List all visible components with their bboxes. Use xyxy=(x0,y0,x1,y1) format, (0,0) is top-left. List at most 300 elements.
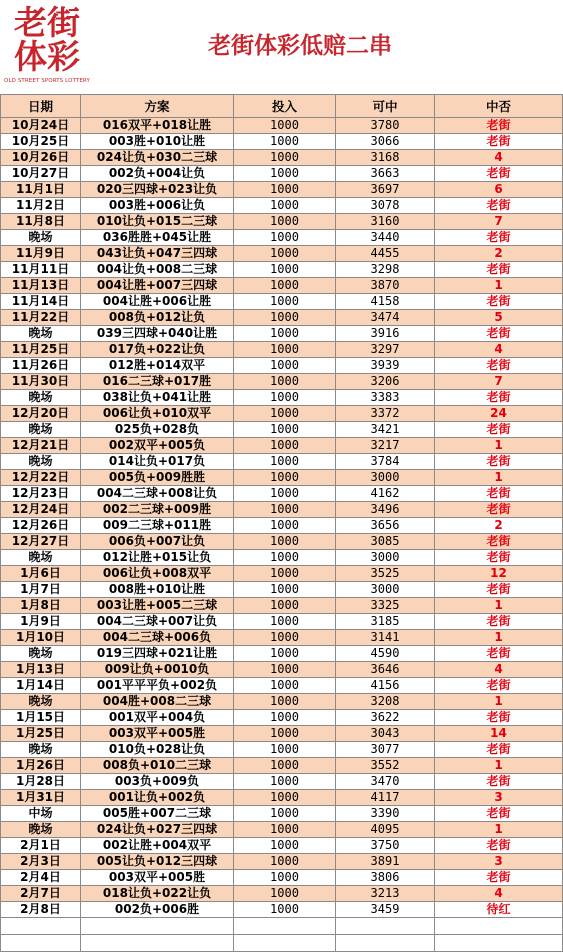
cell-plan: 025负+028负 xyxy=(81,422,234,438)
cell-plan: 004让胜+006让胜 xyxy=(81,294,234,310)
table-row xyxy=(1,902,563,918)
cell-payout: 4158 xyxy=(336,294,435,310)
table-header-row xyxy=(1,95,563,118)
cell-stake: 1000 xyxy=(234,758,336,774)
cell-result: 1 xyxy=(435,758,563,774)
cell-date: 12月24日 xyxy=(1,502,81,518)
cell-stake: 1000 xyxy=(234,374,336,390)
table-row xyxy=(1,886,563,902)
cell-stake: 1000 xyxy=(234,726,336,742)
cell-result: 1 xyxy=(435,278,563,294)
table-row xyxy=(1,518,563,534)
cell-stake: 1000 xyxy=(234,246,336,262)
table-row xyxy=(1,262,563,278)
cell-plan: 005负+009胜胜 xyxy=(81,470,234,486)
cell-plan: 004二三球+008让负 xyxy=(81,486,234,502)
cell-date: 10月24日 xyxy=(1,118,81,134)
cell-payout: 3206 xyxy=(336,374,435,390)
cell-stake: 1000 xyxy=(234,438,336,454)
cell-date: 晚场 xyxy=(1,454,81,470)
cell-date: 11月25日 xyxy=(1,342,81,358)
cell-payout: 3390 xyxy=(336,806,435,822)
table-row xyxy=(1,438,563,454)
cell-date: 1月15日 xyxy=(1,710,81,726)
cell-plan: 017负+022让负 xyxy=(81,342,234,358)
cell-stake: 1000 xyxy=(234,470,336,486)
cell-plan: 010负+028让负 xyxy=(81,742,234,758)
cell-payout: 3372 xyxy=(336,406,435,422)
cell-date: 1月25日 xyxy=(1,726,81,742)
cell-payout: 3496 xyxy=(336,502,435,518)
cell-payout: 3160 xyxy=(336,214,435,230)
cell-date: 11月14日 xyxy=(1,294,81,310)
cell-result: 1 xyxy=(435,822,563,838)
cell-payout: 3185 xyxy=(336,614,435,630)
table-row xyxy=(1,694,563,710)
cell-plan: 004二三球+007让负 xyxy=(81,614,234,630)
cell-result: 老街 xyxy=(435,166,563,182)
cell-date: 12月21日 xyxy=(1,438,81,454)
cell-stake: 1000 xyxy=(234,150,336,166)
cell-plan: 024让负+030二三球 xyxy=(81,150,234,166)
cell-payout: 3297 xyxy=(336,342,435,358)
cell-plan: 019三四球+021让胜 xyxy=(81,646,234,662)
cell-plan: 012胜+014双平 xyxy=(81,358,234,374)
empty-cell xyxy=(336,918,435,935)
cell-plan: 002二三球+009胜 xyxy=(81,502,234,518)
cell-stake: 1000 xyxy=(234,214,336,230)
cell-stake: 1000 xyxy=(234,902,336,918)
cell-stake: 1000 xyxy=(234,454,336,470)
cell-stake: 1000 xyxy=(234,630,336,646)
table-row xyxy=(1,838,563,854)
cell-plan: 004让胜+007三四球 xyxy=(81,278,234,294)
cell-stake: 1000 xyxy=(234,294,336,310)
cell-stake: 1000 xyxy=(234,134,336,150)
cell-result: 24 xyxy=(435,406,563,422)
cell-date: 中场 xyxy=(1,806,81,822)
cell-result: 1 xyxy=(435,694,563,710)
cell-payout: 4455 xyxy=(336,246,435,262)
cell-result: 1 xyxy=(435,470,563,486)
table-row xyxy=(1,758,563,774)
cell-payout: 3663 xyxy=(336,166,435,182)
cell-payout: 3000 xyxy=(336,582,435,598)
cell-result: 老街 xyxy=(435,614,563,630)
table-row xyxy=(1,678,563,694)
cell-stake: 1000 xyxy=(234,662,336,678)
cell-result: 1 xyxy=(435,630,563,646)
cell-date: 晚场 xyxy=(1,326,81,342)
cell-date: 12月23日 xyxy=(1,486,81,502)
cell-stake: 1000 xyxy=(234,118,336,134)
cell-stake: 1000 xyxy=(234,774,336,790)
cell-stake: 1000 xyxy=(234,518,336,534)
cell-date: 11月30日 xyxy=(1,374,81,390)
cell-result: 老街 xyxy=(435,486,563,502)
header-plan: 方案 xyxy=(81,95,234,118)
cell-payout: 3421 xyxy=(336,422,435,438)
cell-plan: 004让负+008二三球 xyxy=(81,262,234,278)
cell-plan: 012让胜+015让负 xyxy=(81,550,234,566)
cell-payout: 3656 xyxy=(336,518,435,534)
table-row xyxy=(1,646,563,662)
cell-payout: 3217 xyxy=(336,438,435,454)
empty-cell xyxy=(234,918,336,935)
cell-plan: 016双平+018让胜 xyxy=(81,118,234,134)
cell-stake: 1000 xyxy=(234,710,336,726)
cell-result: 老街 xyxy=(435,262,563,278)
cell-plan: 002负+004让负 xyxy=(81,166,234,182)
cell-plan: 004胜+008二三球 xyxy=(81,694,234,710)
cell-date: 12月27日 xyxy=(1,534,81,550)
cell-date: 晚场 xyxy=(1,550,81,566)
cell-stake: 1000 xyxy=(234,310,336,326)
cell-date: 晚场 xyxy=(1,646,81,662)
cell-plan: 006负+007让负 xyxy=(81,534,234,550)
empty-cell xyxy=(435,935,563,952)
empty-cell xyxy=(435,918,563,935)
cell-plan: 006让负+008双平 xyxy=(81,566,234,582)
cell-result: 4 xyxy=(435,150,563,166)
cell-payout: 3784 xyxy=(336,454,435,470)
cell-date: 2月4日 xyxy=(1,870,81,886)
logo xyxy=(1,0,93,92)
cell-date: 10月25日 xyxy=(1,134,81,150)
cell-payout: 4162 xyxy=(336,486,435,502)
cell-plan: 003让胜+005二三球 xyxy=(81,598,234,614)
table-row xyxy=(1,470,563,486)
cell-plan: 010让负+015二三球 xyxy=(81,214,234,230)
cell-stake: 1000 xyxy=(234,390,336,406)
cell-date: 晚场 xyxy=(1,390,81,406)
cell-stake: 1000 xyxy=(234,230,336,246)
cell-plan: 003负+009负 xyxy=(81,774,234,790)
header-date: 日期 xyxy=(1,95,81,118)
cell-plan: 036胜胜+045让胜 xyxy=(81,230,234,246)
cell-date: 1月7日 xyxy=(1,582,81,598)
cell-plan: 003双平+005胜 xyxy=(81,870,234,886)
table-row xyxy=(1,630,563,646)
cell-payout: 3085 xyxy=(336,534,435,550)
cell-plan: 009二三球+011胜 xyxy=(81,518,234,534)
cell-date: 11月13日 xyxy=(1,278,81,294)
cell-plan: 020三四球+023让负 xyxy=(81,182,234,198)
cell-payout: 3474 xyxy=(336,310,435,326)
cell-plan: 006让负+010双平 xyxy=(81,406,234,422)
cell-plan: 002负+006胜 xyxy=(81,902,234,918)
cell-stake: 1000 xyxy=(234,742,336,758)
cell-stake: 1000 xyxy=(234,166,336,182)
table-row xyxy=(1,230,563,246)
cell-plan: 008负+010二三球 xyxy=(81,758,234,774)
cell-date: 1月26日 xyxy=(1,758,81,774)
cell-plan: 003双平+005胜 xyxy=(81,726,234,742)
header-payout: 可中 xyxy=(336,95,435,118)
cell-result: 老街 xyxy=(435,198,563,214)
cell-plan: 001让负+002负 xyxy=(81,790,234,806)
table-row xyxy=(1,502,563,518)
cell-result: 老街 xyxy=(435,678,563,694)
table-row xyxy=(1,246,563,262)
cell-payout: 4156 xyxy=(336,678,435,694)
results-table xyxy=(0,94,563,952)
cell-result: 老街 xyxy=(435,230,563,246)
table-row xyxy=(1,774,563,790)
cell-plan: 005胜+007二三球 xyxy=(81,806,234,822)
table-row xyxy=(1,374,563,390)
cell-payout: 3213 xyxy=(336,886,435,902)
table-row xyxy=(1,454,563,470)
cell-result: 老街 xyxy=(435,870,563,886)
table-row xyxy=(1,598,563,614)
cell-plan: 002让胜+004双平 xyxy=(81,838,234,854)
table-row xyxy=(1,214,563,230)
cell-stake: 1000 xyxy=(234,838,336,854)
cell-payout: 3891 xyxy=(336,854,435,870)
cell-date: 10月26日 xyxy=(1,150,81,166)
empty-cell xyxy=(1,935,81,952)
cell-plan: 043让负+047三四球 xyxy=(81,246,234,262)
cell-date: 1月28日 xyxy=(1,774,81,790)
cell-plan: 009让负+0010负 xyxy=(81,662,234,678)
cell-payout: 3043 xyxy=(336,726,435,742)
empty-cell xyxy=(1,918,81,935)
cell-payout: 3622 xyxy=(336,710,435,726)
table-row xyxy=(1,198,563,214)
table-row xyxy=(1,294,563,310)
cell-plan: 003胜+006让负 xyxy=(81,198,234,214)
logo-line1: 老街 xyxy=(14,3,80,42)
cell-date: 晚场 xyxy=(1,694,81,710)
cell-result: 7 xyxy=(435,214,563,230)
cell-plan: 005让负+012三四球 xyxy=(81,854,234,870)
cell-result: 老街 xyxy=(435,294,563,310)
table-row xyxy=(1,422,563,438)
table-body xyxy=(1,118,563,952)
cell-plan: 038让负+041让胜 xyxy=(81,390,234,406)
cell-result: 老街 xyxy=(435,806,563,822)
cell-date: 2月1日 xyxy=(1,838,81,854)
table-row xyxy=(1,390,563,406)
table-row xyxy=(1,726,563,742)
cell-result: 6 xyxy=(435,182,563,198)
table-row xyxy=(1,870,563,886)
cell-date: 1月14日 xyxy=(1,678,81,694)
cell-stake: 1000 xyxy=(234,678,336,694)
cell-plan: 008负+012让负 xyxy=(81,310,234,326)
table-row xyxy=(1,550,563,566)
cell-plan: 002双平+005负 xyxy=(81,438,234,454)
cell-stake: 1000 xyxy=(234,198,336,214)
header-stake: 投入 xyxy=(234,95,336,118)
cell-date: 1月10日 xyxy=(1,630,81,646)
cell-plan: 039三四球+040让胜 xyxy=(81,326,234,342)
table-row xyxy=(1,150,563,166)
cell-date: 晚场 xyxy=(1,230,81,246)
cell-plan: 018让负+022让负 xyxy=(81,886,234,902)
empty-cell xyxy=(81,918,234,935)
cell-result: 老街 xyxy=(435,742,563,758)
table-row xyxy=(1,662,563,678)
table-row xyxy=(1,854,563,870)
cell-result: 7 xyxy=(435,374,563,390)
table-row xyxy=(1,566,563,582)
cell-result: 1 xyxy=(435,438,563,454)
table-row xyxy=(1,326,563,342)
empty-row xyxy=(1,918,563,935)
cell-plan: 001双平+004负 xyxy=(81,710,234,726)
cell-date: 1月6日 xyxy=(1,566,81,582)
cell-result: 老街 xyxy=(435,502,563,518)
cell-date: 10月27日 xyxy=(1,166,81,182)
cell-payout: 3208 xyxy=(336,694,435,710)
cell-stake: 1000 xyxy=(234,406,336,422)
cell-plan: 016二三球+017胜 xyxy=(81,374,234,390)
cell-payout: 3077 xyxy=(336,742,435,758)
table-row xyxy=(1,166,563,182)
cell-result: 老街 xyxy=(435,118,563,134)
cell-stake: 1000 xyxy=(234,262,336,278)
cell-result: 老街 xyxy=(435,710,563,726)
cell-date: 晚场 xyxy=(1,742,81,758)
cell-payout: 3383 xyxy=(336,390,435,406)
cell-stake: 1000 xyxy=(234,278,336,294)
cell-payout: 3000 xyxy=(336,470,435,486)
cell-payout: 3066 xyxy=(336,134,435,150)
table-row xyxy=(1,182,563,198)
table-row xyxy=(1,582,563,598)
cell-date: 1月31日 xyxy=(1,790,81,806)
cell-result: 老街 xyxy=(435,134,563,150)
cell-result: 老街 xyxy=(435,422,563,438)
cell-payout: 3440 xyxy=(336,230,435,246)
cell-payout: 3000 xyxy=(336,550,435,566)
table-row xyxy=(1,342,563,358)
cell-plan: 003胜+010让胜 xyxy=(81,134,234,150)
cell-payout: 3470 xyxy=(336,774,435,790)
cell-result: 老街 xyxy=(435,774,563,790)
page-title: 老街体彩低赔二串 xyxy=(208,33,392,59)
cell-stake: 1000 xyxy=(234,582,336,598)
cell-payout: 4590 xyxy=(336,646,435,662)
cell-payout: 3806 xyxy=(336,870,435,886)
table-row xyxy=(1,806,563,822)
cell-result: 1 xyxy=(435,598,563,614)
cell-payout: 3697 xyxy=(336,182,435,198)
cell-stake: 1000 xyxy=(234,886,336,902)
cell-plan: 001平平平负+002负 xyxy=(81,678,234,694)
cell-stake: 1000 xyxy=(234,550,336,566)
cell-result: 老街 xyxy=(435,454,563,470)
cell-stake: 1000 xyxy=(234,694,336,710)
cell-payout: 3459 xyxy=(336,902,435,918)
header xyxy=(0,0,563,94)
cell-stake: 1000 xyxy=(234,502,336,518)
empty-cell xyxy=(81,935,234,952)
cell-date: 11月1日 xyxy=(1,182,81,198)
cell-stake: 1000 xyxy=(234,806,336,822)
cell-payout: 3141 xyxy=(336,630,435,646)
cell-payout: 3646 xyxy=(336,662,435,678)
cell-date: 12月26日 xyxy=(1,518,81,534)
cell-plan: 014让负+017负 xyxy=(81,454,234,470)
cell-result: 老街 xyxy=(435,646,563,662)
cell-stake: 1000 xyxy=(234,358,336,374)
cell-stake: 1000 xyxy=(234,870,336,886)
table-row xyxy=(1,534,563,550)
cell-stake: 1000 xyxy=(234,326,336,342)
table-row xyxy=(1,134,563,150)
header-result: 中否 xyxy=(435,95,563,118)
table-row xyxy=(1,710,563,726)
cell-plan: 004二三球+006负 xyxy=(81,630,234,646)
table-row xyxy=(1,614,563,630)
cell-result: 5 xyxy=(435,310,563,326)
table-row xyxy=(1,486,563,502)
cell-result: 4 xyxy=(435,886,563,902)
cell-plan: 008胜+010让胜 xyxy=(81,582,234,598)
empty-cell xyxy=(336,935,435,952)
cell-result: 4 xyxy=(435,342,563,358)
empty-cell xyxy=(234,935,336,952)
cell-payout: 3552 xyxy=(336,758,435,774)
empty-row xyxy=(1,935,563,952)
cell-result: 4 xyxy=(435,662,563,678)
cell-result: 14 xyxy=(435,726,563,742)
cell-payout: 4095 xyxy=(336,822,435,838)
cell-date: 晚场 xyxy=(1,822,81,838)
cell-payout: 3916 xyxy=(336,326,435,342)
cell-result: 2 xyxy=(435,518,563,534)
logo-subtitle: OLD STREET SPORTS LOTTERY xyxy=(4,78,90,84)
cell-result: 老街 xyxy=(435,358,563,374)
cell-date: 11月22日 xyxy=(1,310,81,326)
cell-stake: 1000 xyxy=(234,646,336,662)
table-row xyxy=(1,742,563,758)
cell-date: 1月9日 xyxy=(1,614,81,630)
cell-date: 1月8日 xyxy=(1,598,81,614)
cell-date: 11月26日 xyxy=(1,358,81,374)
cell-stake: 1000 xyxy=(234,342,336,358)
cell-result: 老街 xyxy=(435,582,563,598)
table-row xyxy=(1,310,563,326)
cell-payout: 3298 xyxy=(336,262,435,278)
cell-date: 11月8日 xyxy=(1,214,81,230)
cell-result: 老街 xyxy=(435,534,563,550)
cell-stake: 1000 xyxy=(234,614,336,630)
table-row xyxy=(1,358,563,374)
cell-date: 1月13日 xyxy=(1,662,81,678)
cell-result: 3 xyxy=(435,790,563,806)
cell-payout: 3870 xyxy=(336,278,435,294)
table-row xyxy=(1,278,563,294)
table-row xyxy=(1,406,563,422)
cell-date: 晚场 xyxy=(1,422,81,438)
cell-result: 3 xyxy=(435,854,563,870)
cell-stake: 1000 xyxy=(234,854,336,870)
cell-result: 老街 xyxy=(435,390,563,406)
cell-result: 2 xyxy=(435,246,563,262)
cell-date: 11月9日 xyxy=(1,246,81,262)
cell-date: 2月3日 xyxy=(1,854,81,870)
table-row xyxy=(1,822,563,838)
cell-stake: 1000 xyxy=(234,790,336,806)
cell-result: 待红 xyxy=(435,902,563,918)
cell-stake: 1000 xyxy=(234,182,336,198)
cell-payout: 3325 xyxy=(336,598,435,614)
cell-date: 12月22日 xyxy=(1,470,81,486)
